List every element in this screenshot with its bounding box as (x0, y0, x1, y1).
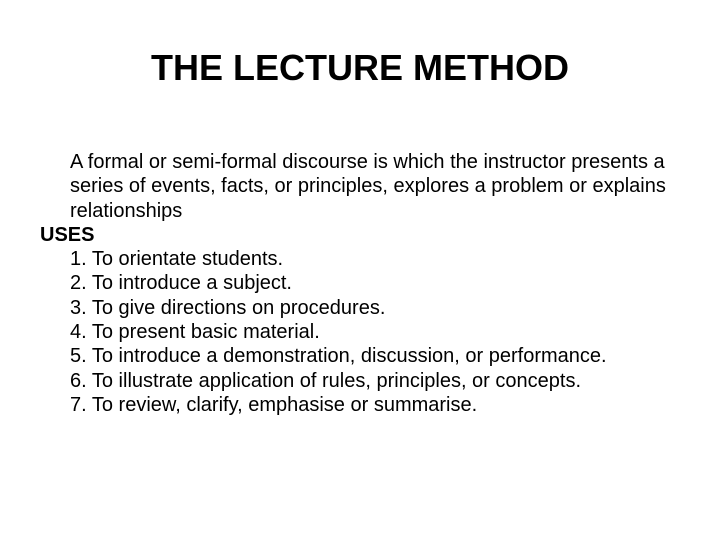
uses-heading: USES (40, 223, 95, 246)
uses-item-5: 5. To introduce a demonstration, discussion, or performance. (70, 345, 607, 368)
uses-item-7: 7. To review, clarify, emphasise or summarise. (70, 393, 478, 416)
uses-item-3: 3. To give directions on procedures. (70, 296, 386, 319)
definition-text: A formal or semi-formal discourse is which the instructor presents a series of events, facts, or principles, explores a problem or explains relationships (70, 151, 666, 222)
uses-item-4: 4. To present basic material. (70, 321, 320, 344)
slide-body (40, 150, 680, 417)
uses-list (70, 247, 670, 417)
uses-item-2: 2. To introduce a subject. (70, 272, 292, 295)
slide-title: THE LECTURE METHOD (151, 47, 569, 88)
uses-item-6: 6. To illustrate application of rules, principles, or concepts. (70, 369, 582, 392)
uses-item-1: 1. To orientate students. (70, 248, 284, 271)
